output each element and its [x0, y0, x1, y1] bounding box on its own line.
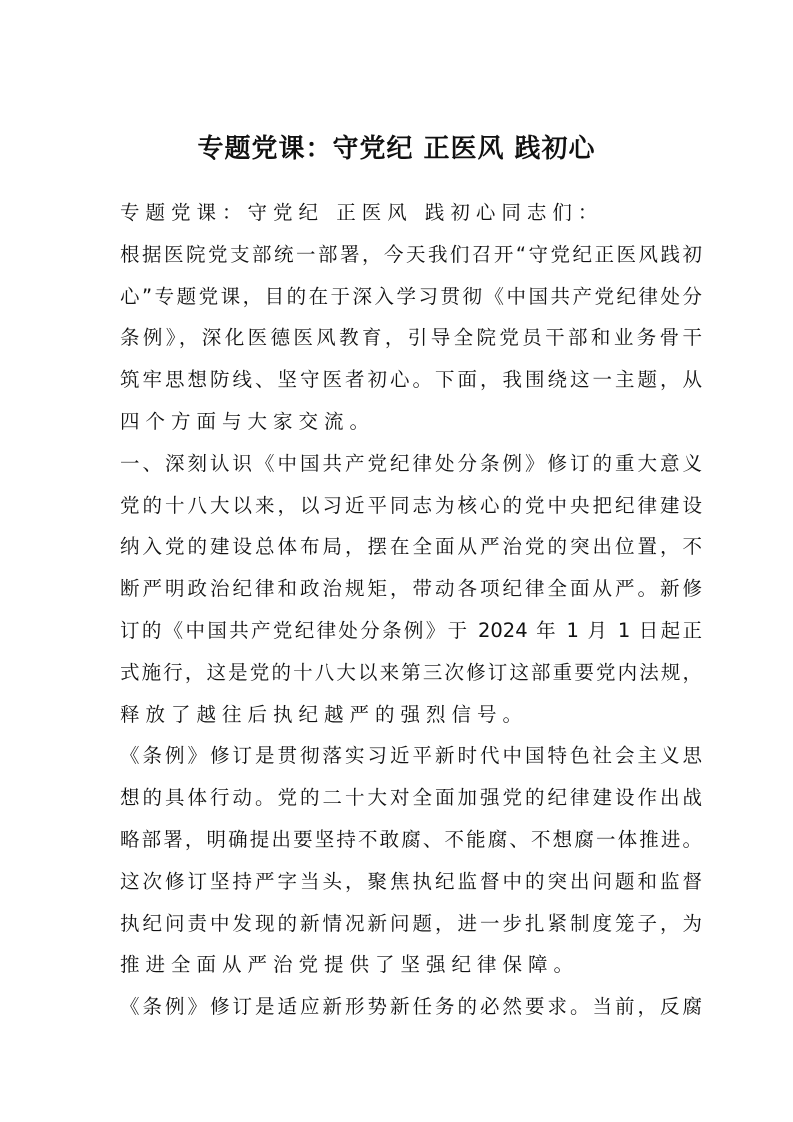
paragraph — [120, 198, 702, 240]
paragraph — [120, 449, 702, 491]
text-line: 断严明政治纪律和政治规矩，带动各项纪律全面从严。新修 — [120, 577, 702, 601]
text-line: 四个方面与大家交流。 — [120, 409, 376, 433]
paragraph — [120, 992, 702, 1034]
text-line: 根据医院党支部统一部署，今天我们召开“守党纪正医风践初 — [120, 242, 702, 266]
text-line: 订的《中国共产党纪律处分条例》于 2024 年 1 月 1 日起正 — [120, 618, 702, 642]
text-line: 式施行，这是党的十八大以来第三次修订这部重要党内法规， — [120, 660, 702, 684]
text-line: 略部署，明确提出要坚持不敢腐、不能腐、不想腐一体推进。 — [120, 827, 702, 851]
text-line: 条例》，深化医德医风教育，引导全院党员干部和业务骨干 — [120, 326, 702, 350]
text-line: 执纪问责中发现的新情况新问题，进一步扎紧制度笼子，为 — [120, 911, 702, 935]
paragraph — [120, 240, 702, 449]
text-line: 筑牢思想防线、坚守医者初心。下面，我围绕这一主题，从 — [120, 368, 702, 392]
text-line: 这次修订坚持严字当头，聚焦执纪监督中的突出问题和监督 — [120, 869, 702, 893]
text-line: 纳入党的建设总体布局，摆在全面从严治党的突出位置，不 — [120, 535, 702, 559]
text-line: 一、深刻认识《中国共产党纪律处分条例》修订的重大意义 — [120, 451, 702, 475]
document-title: 专题党课：守党纪 正医风 践初心 — [197, 134, 596, 164]
text-line: 《条例》修订是贯彻落实习近平新时代中国特色社会主义思 — [120, 744, 702, 768]
document-body — [120, 198, 702, 1034]
text-line: 心”专题党课，目的在于深入学习贯彻《中国共产党纪律处分 — [120, 284, 702, 308]
text-line: 想的具体行动。党的二十大对全面加强党的纪律建设作出战 — [120, 786, 702, 810]
paragraph — [120, 741, 702, 992]
text-line: 释放了越往后执纪越严的强烈信号。 — [120, 702, 529, 726]
text-line: 专题党课：守党纪 正医风 践初心同志们： — [120, 201, 604, 224]
text-line: 党的十八大以来，以习近平同志为核心的党中央把纪律建设 — [120, 493, 702, 517]
text-line: 推进全面从严治党提供了坚强纪律保障。 — [120, 953, 580, 977]
text-line: 《条例》修订是适应新形势新任务的必然要求。当前，反腐 — [120, 995, 702, 1019]
paragraph — [120, 491, 702, 742]
